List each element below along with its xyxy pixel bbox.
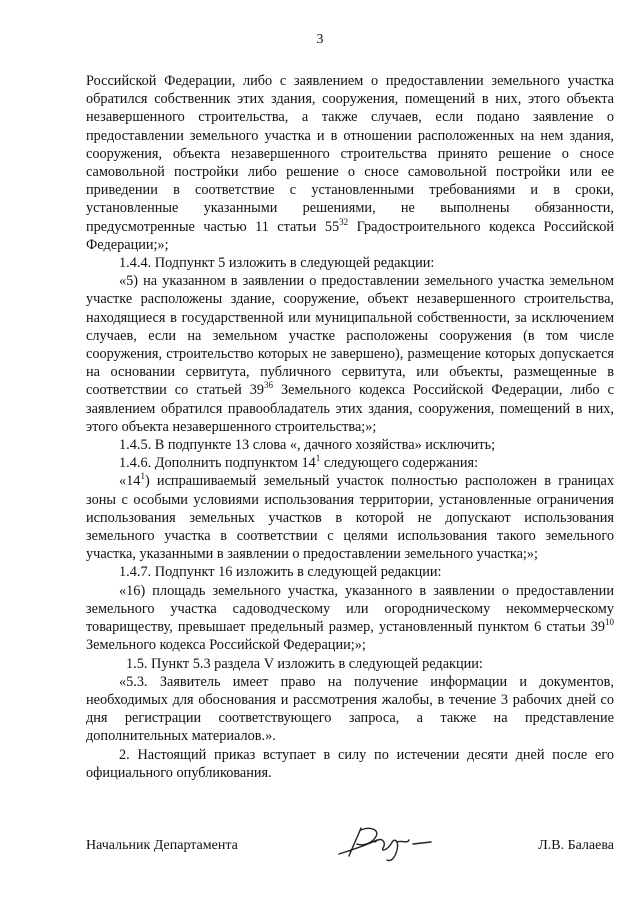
page-number: 3 <box>316 32 324 47</box>
signatory-name: Л.В. Балаева <box>538 838 614 853</box>
paragraph-5-3: «5.3. Заявитель имеет право на получение информации и документов, необходимых для обоснования и рассмотрения жалобы, в течение 3 рабочих дней со дня регистрации соответствующего запроса, а также на представление дополнительных материалов.». <box>86 673 614 745</box>
superscript: 1 <box>315 453 321 464</box>
paragraph-subitem-16: «16) площадь земельного участка, указанного в заявлении о предоставлении земельного участка садоводческому или огородническому некоммерческому товариществу, превышает предельный размер, установленный пунктом 6 статьи $39^{10}$ Земельного кодекса Российской Федерации;»; <box>86 582 614 654</box>
paragraph-1-4-6: 1.4.6. Дополнить подпунктом $14^1$ следующего содержания: <box>119 453 479 472</box>
paragraph-1-4-5: 1.4.5. В подпункте 13 слова «, дачного хозяйства» исключить; <box>119 437 496 454</box>
superscript: 36 <box>264 380 274 391</box>
superscript: 32 <box>339 216 349 227</box>
handwritten-signature <box>331 820 451 864</box>
signature-block <box>86 838 614 862</box>
paragraph-1-4-7: 1.4.7. Подпункт 16 изложить в следующей редакции: <box>119 564 442 581</box>
paragraph-1: Российской Федерации, либо с заявлением о предоставлении земельного участка обратился собственник этих здания, сооружения, помещений в них, этого объекта незавершенного строительства, а также случаев, если подано заявление о предоставлении земельного участка и в отношении расположенных на нем здания, сооружения, объекта незавершенного строительства принято решение о сносе самовольной постройки либо решение о сносе самовольной постройки или ее приведении в соответствие с установленными требованиями и в сроки, установленные указанными решениями, не выполнены обязанности, предусмотренные частью 11 статьи $55^{32}$ Градостроительного кодекса Российской Федерации;»; <box>86 73 614 253</box>
paragraph-2: 2. Настоящий приказ вступает в силу по истечении десяти дней после его официального опубликования. <box>86 746 614 781</box>
paragraph-1-4-4: 1.4.4. Подпункт 5 изложить в следующей редакции: <box>119 255 435 272</box>
paragraph-subitem-5: «5) на указанном в заявлении о предоставлении земельного участка земельном участке расположены здание, сооружение, объект незавершенного строительства, находящиеся в государственной или муниципальной собственности, за исключением случаев, если на земельном участке расположены сооружения (в том числе сооружения, строительство которых не завершено), размещение которых допускается на основании сервитута, публичного сервитута, или объекты, размещенные в соответствии со статьей $39^{36}$ Земельного кодекса Российской Федерации, либо с заявлением обратился правообладатель этих здания, сооружения, помещений в них, этого объекта незавершенного строительства;»; <box>86 273 615 435</box>
superscript: 10 <box>605 617 614 628</box>
superscript: 1 <box>140 471 145 482</box>
document-body <box>86 72 614 782</box>
paragraph-1-5: 1.5. Пункт 5.3 раздела V изложить в следующей редакции: <box>126 655 483 672</box>
signatory-position: Начальник Департамента <box>86 838 238 853</box>
paragraph-subitem-14-1: «$14^1$) испрашиваемый земельный участок полностью расположен в границах зоны с особыми условиями использования территории, установленные ограничения использования земельных участков в которой не допускают использования земельного участка в соответствии с целями использования такого земельного участка, указанными в заявлении о предоставлении земельного участка;»; <box>86 471 614 563</box>
